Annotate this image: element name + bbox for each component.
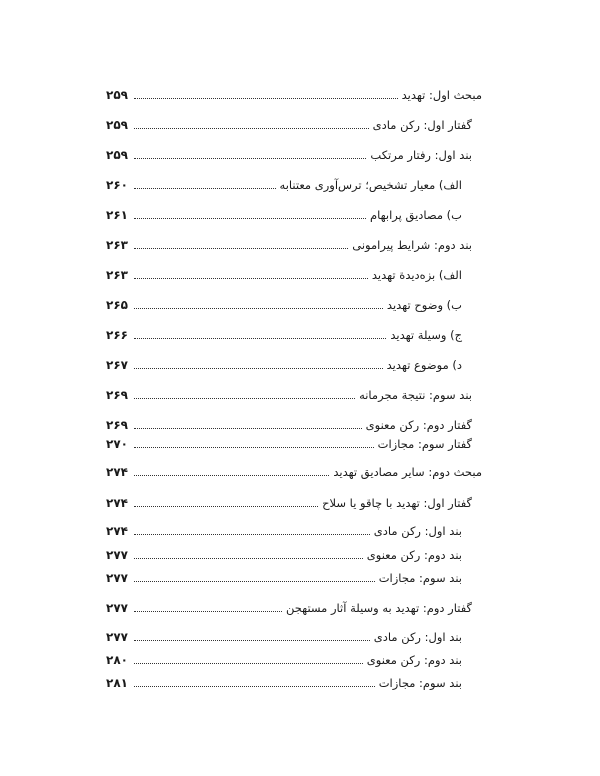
toc-entry-page: ۲۸۰ bbox=[106, 653, 128, 667]
toc-entry-title: مبحث اول: تهدید bbox=[401, 88, 482, 102]
toc-entry bbox=[106, 545, 462, 565]
toc-leader-dots bbox=[134, 581, 375, 582]
toc-entry-page: ۲۷۰ bbox=[106, 437, 128, 451]
toc-leader-dots bbox=[134, 447, 374, 448]
toc-entry bbox=[106, 265, 462, 285]
toc-entry-title: گفتار اول: تهدید با چاقو یا سلاح bbox=[322, 496, 472, 510]
toc-entry bbox=[106, 355, 462, 375]
toc-entry-title: د) موضوع تهدید bbox=[386, 358, 462, 372]
toc-entry-page: ۲۵۹ bbox=[106, 88, 128, 102]
toc-leader-dots bbox=[134, 248, 348, 249]
toc-entry bbox=[106, 295, 462, 315]
toc-entry-page: ۲۶۳ bbox=[106, 238, 128, 252]
toc-entry bbox=[106, 650, 462, 670]
toc-entry-page: ۲۷۴ bbox=[106, 496, 128, 510]
toc-entry bbox=[106, 434, 472, 454]
toc-leader-dots bbox=[134, 218, 366, 219]
toc-entry-title: مبحث دوم: سایر مصادیق تهدید bbox=[333, 465, 482, 479]
toc-entry-page: ۲۶۰ bbox=[106, 178, 128, 192]
toc-leader-dots bbox=[134, 686, 375, 687]
toc-entry-title: الف) بزه‌دیدة تهدید bbox=[371, 268, 462, 282]
toc-leader-dots bbox=[134, 663, 363, 664]
toc-entry-title: بند اول: رکن مادی bbox=[373, 524, 462, 538]
toc-entry bbox=[106, 235, 472, 255]
toc-entry bbox=[106, 415, 472, 435]
toc-entry-page: ۲۷۷ bbox=[106, 601, 128, 615]
toc-leader-dots bbox=[134, 98, 398, 99]
toc-leader-dots bbox=[134, 368, 383, 369]
toc-entry-title: بند سوم: مجازات bbox=[378, 676, 462, 690]
toc-entry-page: ۲۶۶ bbox=[106, 328, 128, 342]
toc-entry-page: ۲۶۹ bbox=[106, 388, 128, 402]
toc-entry bbox=[106, 493, 472, 513]
toc-entry-title: گفتار اول: رکن مادی bbox=[372, 118, 472, 132]
toc-entry-title: بند سوم: مجازات bbox=[378, 571, 462, 585]
toc-leader-dots bbox=[134, 506, 318, 507]
toc-entry bbox=[106, 521, 462, 541]
toc-leader-dots bbox=[134, 558, 363, 559]
toc-entry-page: ۲۷۷ bbox=[106, 571, 128, 585]
toc-entry bbox=[106, 568, 462, 588]
toc-entry-title: بند سوم: نتیجة مجرمانه bbox=[359, 388, 472, 402]
toc-entry-title: ب) مصادیق پرابهام bbox=[369, 208, 462, 222]
toc-leader-dots bbox=[134, 398, 355, 399]
toc-entry-title: الف) معیار تشخیص؛ ترس‌آوری معتنابه bbox=[279, 178, 462, 192]
toc-leader-dots bbox=[134, 188, 276, 189]
toc-leader-dots bbox=[134, 308, 383, 309]
toc-leader-dots bbox=[134, 428, 362, 429]
toc-entry bbox=[106, 115, 472, 135]
toc-entry bbox=[106, 673, 462, 693]
toc-leader-dots bbox=[134, 475, 329, 476]
toc-entry bbox=[106, 205, 462, 225]
toc-leader-dots bbox=[134, 611, 282, 612]
toc-entry-title: ب) وضوح تهدید bbox=[386, 298, 462, 312]
toc-entry bbox=[106, 598, 472, 618]
toc-entry-page: ۲۷۷ bbox=[106, 548, 128, 562]
toc-entry-page: ۲۶۵ bbox=[106, 298, 128, 312]
toc-leader-dots bbox=[134, 338, 386, 339]
toc-entry-page: ۲۸۱ bbox=[106, 676, 128, 690]
toc-leader-dots bbox=[134, 278, 368, 279]
toc-entry-page: ۲۵۹ bbox=[106, 118, 128, 132]
toc-entry-title: بند اول: رفتار مرتکب bbox=[370, 148, 472, 162]
toc-leader-dots bbox=[134, 158, 366, 159]
toc-entry-page: ۲۷۴ bbox=[106, 465, 128, 479]
toc-entry bbox=[106, 385, 472, 405]
toc-entry-title: بند دوم: رکن معنوی bbox=[366, 653, 462, 667]
toc-entry-page: ۲۶۷ bbox=[106, 358, 128, 372]
toc-leader-dots bbox=[134, 640, 370, 641]
toc-entry bbox=[106, 175, 462, 195]
toc-leader-dots bbox=[134, 128, 369, 129]
toc-entry bbox=[106, 627, 462, 647]
toc-entry-title: بند اول: رکن مادی bbox=[373, 630, 462, 644]
toc-entry-title: گفتار دوم: رکن معنوی bbox=[365, 418, 472, 432]
toc-entry bbox=[106, 145, 472, 165]
toc-leader-dots bbox=[134, 534, 370, 535]
toc-entry-page: ۲۶۳ bbox=[106, 268, 128, 282]
toc-entry-title: گفتار دوم: تهدید به وسیلة آثار مستهجن bbox=[285, 601, 472, 615]
toc-entry bbox=[106, 85, 482, 105]
toc-entry-title: گفتار سوم: مجازات bbox=[377, 437, 472, 451]
toc-entry bbox=[106, 462, 482, 482]
toc-entry-title: بند دوم: رکن معنوی bbox=[366, 548, 462, 562]
toc-entry bbox=[106, 325, 462, 345]
toc-entry-page: ۲۷۷ bbox=[106, 630, 128, 644]
toc-entry-page: ۲۶۹ bbox=[106, 418, 128, 432]
toc-entry-page: ۲۷۴ bbox=[106, 524, 128, 538]
toc-entry-title: ج) وسیلة تهدید bbox=[390, 328, 462, 342]
toc-entry-title: بند دوم: شرایط پیرامونی bbox=[352, 238, 472, 252]
toc-entry-page: ۲۵۹ bbox=[106, 148, 128, 162]
toc-entry-page: ۲۶۱ bbox=[106, 208, 128, 222]
